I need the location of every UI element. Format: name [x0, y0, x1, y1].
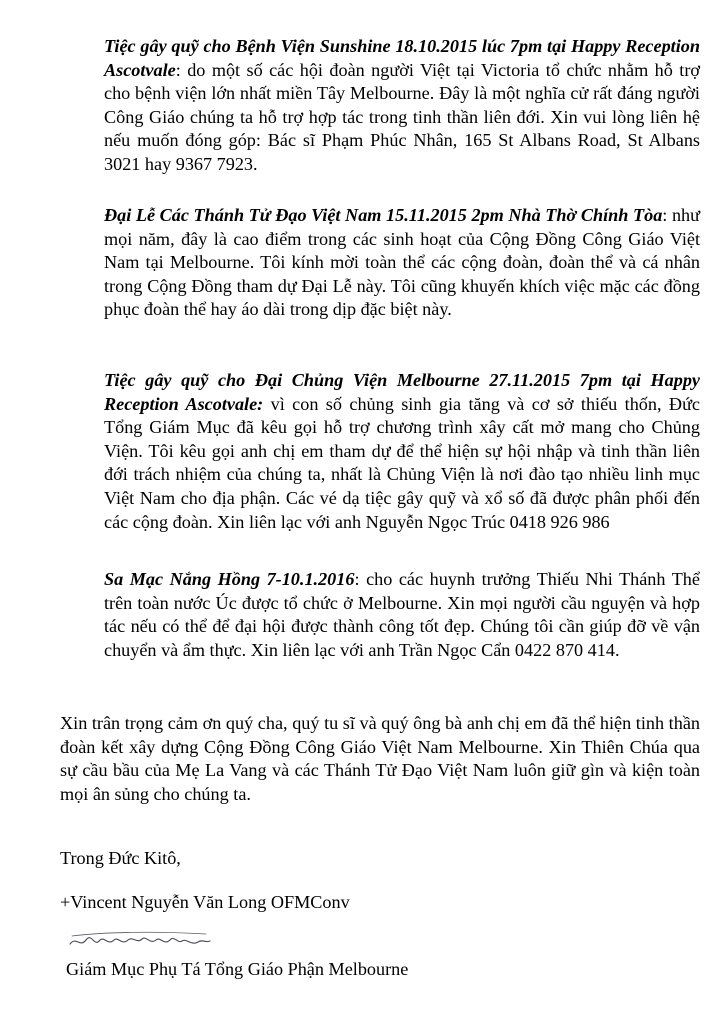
sender-name: +Vincent Nguyễn Văn Long OFMConv	[60, 892, 350, 912]
item-seminary-fundraiser	[104, 369, 700, 534]
item-body: do một số các hội đoàn người Việt tại Victoria tổ chức nhằm hỗ trợ cho bệnh viện lớn nhất miền Tây Melbourne. Đây là một nghĩa cử rất đáng người Công Giáo chúng ta hỗ trợ hợp tác trong tinh thần liên đới. Xin vui lòng liên hệ nếu muốn đóng góp: Bác sĩ Phạm Phúc Nhân, 165 St Albans Road, St Albans 3021 hay 9367 7923.	[104, 59, 700, 174]
item-sunshine-fundraiser	[104, 35, 700, 177]
item-heading: Đại Lễ Các Thánh Tử Đạo Việt Nam 15.11.2015 2pm Nhà Thờ Chính Tòa	[104, 205, 663, 225]
salutation: Trong Đức Kitô,	[60, 848, 181, 868]
item-heading: Sa Mạc Nắng Hồng 7-10.1.2016	[104, 569, 355, 589]
item-youth-camp	[104, 568, 700, 662]
closing-paragraph: Xin trân trọng cảm ơn quý cha, quý tu sĩ và quý ông bà anh chị em đã thể hiện tinh thần đoàn kết xây dựng Cộng Đồng Công Giáo Việt Nam Melbourne. Xin Thiên Chúa qua sự cầu bầu của Mẹ La Vang và các Thánh Tử Đạo Việt Nam luôn giữ gìn và kiện toàn mọi ân sủng cho chúng ta.	[60, 713, 700, 804]
item-heading: Tiệc gây quỹ cho Đại Chủng Viện Melbourne 27.11.2015 7pm tại Happy Reception Ascotvale:	[104, 370, 700, 414]
item-martyrs-mass	[104, 204, 700, 322]
item-body: cho các huynh trưởng Thiếu Nhi Thánh Thể trên toàn nước Úc được tổ chức ở Melbourne. Xin mọi người cầu nguyện và hợp tác nếu có thể để đại hội được thành công tốt đẹp. Chúng tôi cần giúp đỡ về vận chuyển và ẩm thực. Xin liên lạc với anh Trần Ngọc Cẩn 0422 870 414.	[104, 569, 700, 660]
item-separator: :	[662, 205, 668, 225]
item-separator: :	[175, 59, 181, 80]
sender-title: Giám Mục Phụ Tá Tổng Giáo Phận Melbourne	[66, 959, 409, 979]
item-body: như mọi năm, đây là cao điểm trong các sinh hoạt của Cộng Đồng Công Giáo Việt Nam tại Melbourne. Tôi kính mời toàn thể các cộng đoàn, đoàn thể và cá nhân trong Cộng Đồng tham dự Đại Lễ này. Tôi cũng khuyến khích việc mặc các đồng phục đoàn thể hay áo dài trong dịp đặc biệt này.	[104, 205, 700, 320]
item-separator: :	[354, 569, 360, 589]
item-heading: Tiệc gây quỹ cho Bệnh Viện Sunshine 18.10.2015 lúc 7pm tại Happy Reception Ascotvale	[104, 36, 700, 80]
signature	[64, 922, 214, 958]
item-body: vì con số chủng sinh gia tăng và cơ sở thiếu thốn, Đức Tổng Giám Mục đã kêu gọi hỗ trợ chương trình xây cất mở mang cho Chủng Viện. Tôi kêu gọi anh chị em tham dự để thể hiện sự hội nhập và tinh thần liên đới trách nhiệm của chúng ta, nhất là Chủng Viện là nơi đào tạo nhiều linh mục Việt Nam cho địa phận. Các vé dạ tiệc gây quỹ và xổ số đã được phân phối đến các cộng đoàn. Xin liên lạc với anh Nguyễn Ngọc Trúc 0418 926 986	[104, 393, 700, 532]
